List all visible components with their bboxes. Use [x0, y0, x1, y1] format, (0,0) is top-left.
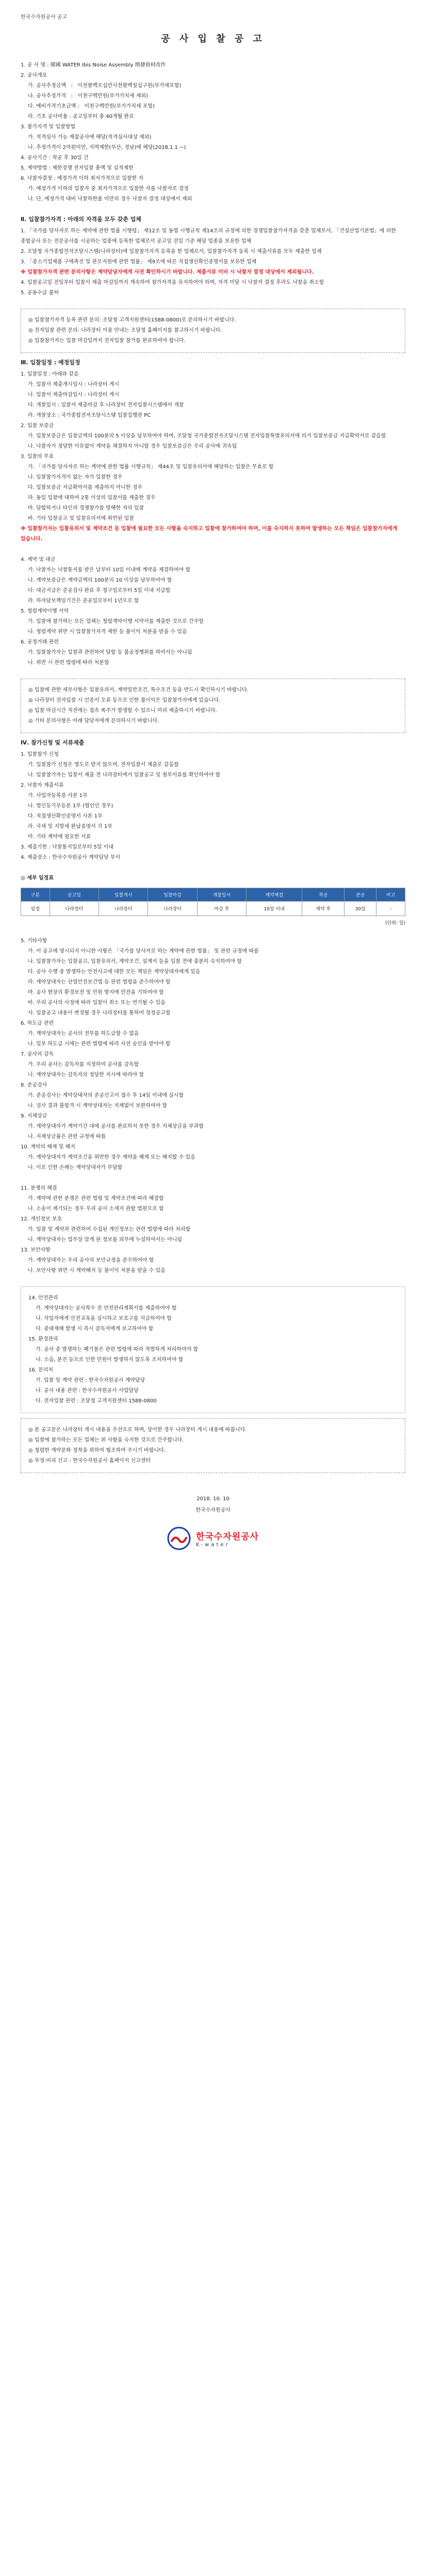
text-line: 가. 계약상대자가 계약조건을 위반한 경우 계약을 해제 또는 해지할 수 있음 [28, 1155, 195, 1160]
text-line: 나. 공사 내용 관련 : 한국수자원공사 사업담당 [36, 1388, 139, 1394]
table-header-cell: 비고 [376, 888, 405, 902]
text-line: 가. 낙찰자는 낙찰통지를 받은 날부터 10일 이내에 계약을 체결하여야 함 [28, 567, 190, 573]
kwater-logo-icon [167, 1527, 191, 1550]
text-line: ◎ 전자입찰 관련 문의: 나라장터 이용 안내는 조달청 홈페이지를 참고하시기 바랍니다. [28, 328, 222, 333]
text-line: 다. 공사 수행 중 발생하는 안전사고에 대한 모든 책임은 계약상대자에게 있음 [28, 969, 201, 975]
table-cell: 계약 후 [302, 902, 345, 916]
text-line: 나. 청렴계약 위반 시 입찰참가자격 제한 등 불이익 처분을 받을 수 있음 [28, 629, 187, 635]
text-line: 가. 사업자등록증 사본 1부 [28, 793, 88, 799]
text-line: ◎ 입찰에 관한 세부사항은 입찰유의서, 계약일반조건, 특수조건 등을 반드시 확인하시기 바랍니다. [28, 687, 249, 693]
table-header-row [21, 888, 405, 902]
notice-box [21, 1418, 405, 1473]
text-line: 1. 입찰일정 : 아래와 같음 [21, 371, 79, 377]
section-legal [21, 1183, 405, 1276]
text-line: 가. 입찰서 제출개시일시 : 나라장터 게시 [28, 382, 120, 387]
text-line: 바. 기타 입찰공고 및 입찰유의서에 위반된 입찰 [28, 516, 134, 521]
text-line: 1. 입찰참가 신청 [21, 752, 59, 757]
text-line: ◎ 입찰에 참가하는 모든 업체는 위 사항을 숙지한 것으로 간주합니다. [28, 1437, 184, 1443]
text-line: 12. 개인정보 보호 [21, 1216, 62, 1222]
text-line: 다. 예비가격기초금액 : 이천구백만원(부가가치세 포함) [28, 104, 155, 109]
section-overview [21, 60, 405, 205]
text-line: 나. 입찰참가자는 입찰서 제출 전 나라장터에서 입찰공고 및 첨부서류를 확인하여야 함 [28, 772, 221, 778]
text-line: 4. 제출장소 : 한국수자원공사 계약담당 부서 [21, 855, 121, 860]
text-line: 10. 계약의 해제 및 해지 [21, 1144, 75, 1150]
text-line: 가. 예정가격 이하의 입찰자 중 최저가격으로 입찰한 자를 낙찰자로 결정 [28, 186, 189, 192]
closing-block [21, 1494, 405, 1516]
text-line: 다. 중대재해 발생 시 즉시 감독자에게 보고하여야 함 [36, 1326, 154, 1332]
text-line: 다. 개찰일시 : 입찰서 제출마감 후 나라장터 전자입찰시스템에서 개찰 [28, 402, 184, 408]
text-line: ◎ 입찰참가자는 입찰 마감일까지 전자입찰 참가를 완료하여야 합니다. [28, 338, 186, 344]
text-line: ◎ 청렴한 계약문화 정착을 위하여 협조하여 주시기 바랍니다. [28, 1448, 166, 1453]
text-line: 나. 작업자에게 안전교육을 실시하고 보호구를 지급하여야 함 [36, 1316, 172, 1321]
text-line: ◎ 기타 문의사항은 아래 담당자에게 문의하시기 바랍니다. [28, 718, 159, 724]
text-line: 가. 입찰 및 계약과 관련하여 수집된 개인정보는 관련 법령에 따라 처리함 [28, 1227, 191, 1232]
text-line: 나. 소음, 분진 등으로 인한 민원이 발생하지 않도록 조치하여야 함 [36, 1357, 184, 1363]
text-line: 가. 입찰보증금은 입찰금액의 100분의 5 이상을 납부하여야 하며, 조달청 국가종합전자조달시스템 전자입찰특별유의서에 의거 입찰보증금 지급확약서로 갈음함 [28, 433, 386, 439]
text-line: 가. 계약상대자는 공사착수 전 안전관리계획서를 제출하여야 함 [36, 1306, 177, 1311]
table-header-cell: 개찰일시 [197, 888, 246, 902]
text-line: 3. 제출기한 : 낙찰통지일로부터 5일 이내 [21, 844, 114, 850]
notice-box [21, 309, 405, 353]
table-header-cell: 계약체결 [247, 888, 302, 902]
text-line: 3. 입찰의 무효 [21, 454, 54, 460]
text-line: 라. 국세 및 지방세 완납증명서 각 1부 [28, 824, 112, 829]
text-line: 가. 입찰 및 계약 관련 : 한국수자원공사 계약담당 [36, 1378, 145, 1383]
text-line: 6. 낙찰자결정 : 예정가격 이하 최저가격으로 입찰한 자 [21, 176, 144, 181]
text-line: 바. 우리 공사의 사정에 따라 입찰이 취소 또는 연기될 수 있음 [28, 1000, 166, 1006]
text-line: 가. 계약상대자는 우리 공사의 보안규정을 준수하여야 함 [28, 1258, 154, 1263]
section-heading: Ⅱ. 입찰참가자격 : 아래의 자격을 모두 갖춘 업체 [21, 216, 141, 223]
text-line: 5. 계약방법 : 제한경쟁 전자입찰 총액 및 실적제한 [21, 165, 134, 171]
text-line: 라. 동일 입찰에 대하여 2통 이상의 입찰서를 제출한 경우 [28, 495, 156, 501]
text-line: ◎ 입찰참가자격 등록 관련 문의: 조달청 고객지원센터(1588-0800)로 문의하시기 바랍니다. [28, 317, 236, 323]
text-line: 나. 검사 결과 불합격 시 계약상대자는 지체없이 보완하여야 함 [28, 1103, 168, 1109]
text-line: 1. 공 사 명 : 韓國 WATER Ibis Noise Assembly 開發資材改作 [21, 62, 166, 68]
text-line: ◎ 나라장터 전자입찰 시 인증서 오류 등으로 인한 불이익은 입찰참가자에게 있습니다. [28, 698, 221, 703]
section-contract [21, 555, 405, 668]
text-line: 나. 낙찰자가 정당한 이유없이 계약을 체결하지 아니할 경우 입찰보증금은 우리 공사에 귀속됨 [28, 444, 237, 449]
table-header-cell: 준공 [345, 888, 376, 902]
page-title: 공 사 입 찰 공 고 [161, 33, 265, 44]
notice-label: 한국수자원공사 공고 [21, 14, 68, 20]
text-line: 4. 입찰공고일 전일부터 입찰서 제출 마감일까지 계속하여 참가자격을 유지하여야 하며, 자격 미달 시 낙찰자 결정 후라도 낙찰을 취소함 [21, 280, 324, 285]
logo-main-text: 한국수자원공사 [196, 1532, 259, 1542]
text-line: 나. 보안사항 위반 시 계약해지 등 불이익 처분을 받을 수 있음 [28, 1268, 166, 1274]
section-schedule [21, 358, 405, 545]
text-line: 2. 낙찰자 제출서류 [21, 783, 64, 788]
text-line: 가. 입찰참가 신청은 별도로 받지 않으며, 전자입찰서 제출로 갈음함 [28, 762, 179, 768]
notice-box [21, 679, 405, 733]
text-line: 나. 계약상대자는 업무상 알게 된 정보를 외부에 누설하여서는 아니됨 [28, 1237, 183, 1243]
application-list [21, 750, 405, 863]
text-line: 11. 분쟁의 해결 [21, 1185, 57, 1191]
text-line: 7. 공사의 감독 [21, 1052, 54, 1057]
text-line: 나. 지체상금률은 관련 규정에 따름 [28, 1134, 106, 1140]
table-cell: 나라장터 [50, 902, 99, 916]
text-line: 나. 위반 시 관련 법령에 따라 처분함 [28, 660, 109, 666]
text-line: 라. 기초 공사비율 : 공고일부터 총 40개월 완료 [28, 114, 134, 120]
text-line: 2. 공사개요 [21, 73, 47, 78]
text-line: 나. 계약보증금은 계약금액의 100분의 10 이상을 납부하여야 함 [28, 578, 172, 583]
table-unit-note: (단위: 일) [385, 921, 405, 926]
text-line: 15. 환경관리 [28, 1336, 58, 1342]
table-cell: 30일 [345, 902, 376, 916]
closing-date: 2018. 10. 10 [196, 1496, 230, 1502]
footer-logo [21, 1527, 405, 1550]
text-line: 나. 계약상대자는 감독자의 정당한 지시에 따라야 함 [28, 1072, 144, 1078]
eligibility-list [21, 226, 405, 298]
text-line: 14. 안전관리 [28, 1295, 58, 1301]
text-line: 나. 이로 인한 손해는 계약상대자가 부담함 [28, 1165, 123, 1171]
section-eligibility [21, 215, 405, 298]
text-line: 나. 소송이 제기되는 경우 우리 공사 소재지 관할 법원으로 함 [28, 1206, 164, 1212]
text-line: 가. 준공검사는 계약상대자의 준공신고서 접수 후 14일 이내에 실시함 [28, 1093, 184, 1098]
text-line: 가. 적격심사 가능 제잡공사에 해당(적격심사대상 제외) [28, 134, 152, 140]
text-line: 5. 공동수급 불허 [21, 290, 59, 296]
schedule-table [21, 888, 405, 916]
text-line: 6. 하도급 관련 [21, 1021, 54, 1026]
text-line: 가. 이 공고에 명시되지 아니한 사항은 「국가를 당사자로 하는 계약에 관한 법률」 및 관련 규정에 따름 [28, 948, 259, 954]
text-line: 5. 기타사항 [21, 938, 47, 944]
table-cell: 나라장터 [99, 902, 148, 916]
text-line: 나. 공사추정가격 : 이천구백만원(부가가치세 제외) [28, 93, 148, 99]
text-line: 라. 계약상대자는 산업안전보건법 등 관련 법령을 준수하여야 함 [28, 979, 171, 985]
text-line: 가. 공사 중 발생하는 폐기물은 관련 법령에 따라 적법하게 처리하여야 함 [36, 1347, 199, 1352]
text-line: 5. 청렴계약이행 서약 [21, 608, 69, 614]
table-cell: 일정 [21, 902, 50, 916]
text-line: 나. 입찰참가자격이 없는 자가 입찰한 경우 [28, 474, 123, 480]
text-line: 3. 참가자격 및 입찰방법 [21, 124, 76, 130]
text-line: 4. 공사기간 : 착공 후 30일 간 [21, 155, 89, 161]
table-cell: 10일 이내 [247, 902, 302, 916]
text-line: 2. 입찰 보증금 [21, 423, 54, 429]
text-line: 나. 일부 하도급 시에는 관련 법령에 따라 사전 승인을 받아야 함 [28, 1041, 171, 1047]
section-heading: Ⅲ. 입찰일정 : 예정일정 [21, 359, 80, 366]
text-line: 4. 계약 및 대금 [21, 557, 56, 563]
text-line: 나. 법인등기부등본 1부 (법인인 경우) [28, 803, 113, 809]
text-line: 나. 단, 예정가격 대비 낙찰하한율 미만의 경우 낙찰자 결정 대상에서 제외 [28, 196, 192, 202]
table-header-cell: 구분 [21, 888, 50, 902]
text-line: 가. 계약상대자가 계약기간 내에 공사를 완료하지 못한 경우 지체상금을 부과함 [28, 1124, 204, 1129]
text-line: 라. 개찰장소 : 국가종합전자조달시스템 입찰집행관 PC [28, 413, 151, 418]
text-line: 가. 계약상대자는 공사의 전부를 하도급할 수 없음 [28, 1031, 139, 1037]
text-line: 마. 담합하거나 타인의 경쟁참가를 방해한 자의 입찰 [28, 505, 144, 511]
text-line: 가. 계약에 관한 분쟁은 관련 법령 및 계약조건에 따라 해결함 [28, 1196, 164, 1201]
text-line: 8. 준공검사 [21, 1082, 47, 1088]
text-line: 가. 우리 공사는 감독자를 지정하여 공사를 감독함 [28, 1062, 139, 1067]
text-line: 마. 기타 계약에 필요한 서류 [28, 834, 91, 840]
table-row [21, 902, 405, 916]
text-line: 나. 추정가격이 2억원미만, 지역제한(부산, 경남)에 해당(2018.1.1 ~) [28, 145, 186, 150]
text-line: ◎ 부정·비리 신고 : 한국수자원공사 홈페이지 신고센터 [28, 1458, 151, 1464]
table-cell: 마감 후 [197, 902, 246, 916]
text-line: 나. 입찰참가자는 입찰공고, 입찰유의서, 계약조건, 설계서 등을 입찰 전에 충분히 숙지하여야 함 [28, 959, 242, 964]
table-header-cell: 공고일 [50, 888, 99, 902]
text-line: 3. 「중소기업제품 구매촉진 및 판로지원에 관한 법률」 제9조에 따른 직접생산확인증명서를 보유한 업체 [21, 259, 257, 265]
text-line: 16. 문의처 [28, 1367, 54, 1373]
section-misc [21, 936, 405, 1173]
text-line: 사. 입찰공고 내용이 변경될 경우 나라장터를 통하여 정정공고함 [28, 1010, 171, 1016]
table-title: ◎ 세부 일정표 [21, 875, 54, 881]
text-line: 나. 입찰서 제출마감일시 : 나라장터 게시 [28, 392, 120, 398]
safety-box [21, 1286, 405, 1413]
logo-sub-text: K-water [196, 1542, 230, 1548]
text-line: 가. 「국가를 당사자로 하는 계약에 관한 법률 시행규칙」 제44조 및 입찰유의서에 해당하는 입찰은 무효로 함 [28, 464, 274, 470]
text-line: 가. 입찰참가자는 입찰과 관련하여 담합 등 불공정행위를 하여서는 아니됨 [28, 650, 192, 655]
table-header-cell: 입찰마감 [148, 888, 197, 902]
table-cell: - [376, 902, 405, 916]
text-line: 13. 보안사항 [21, 1247, 51, 1253]
text-line: 9. 지체상금 [21, 1113, 47, 1119]
table-cell: 나라장터 [148, 902, 197, 916]
text-line: 1. 「국가를 당사자로 하는 계약에 관한 법률 시행령」 제12조 및 동법 시행규칙 제14조의 규정에 의한 경쟁입찰참가자격을 갖춘 업체로서, 「건설산업기본법」에 의한 종합공사 또는 전문공사를 시공하는 업종에 등록한 업체로서 공고일 전일 기준 해당 업종을 보유한 업체 [21, 228, 398, 244]
logo-text [196, 1529, 259, 1548]
table-header-cell: 입찰개시 [99, 888, 148, 902]
table-body [21, 902, 405, 916]
text-line: ◎ 입찰 마감시간 직전에는 접속 폭주가 발생할 수 있으니 미리 제출하시기 바랍니다. [28, 708, 217, 714]
section-application [21, 738, 405, 863]
text-line: 다. 직접생산확인증명서 사본 1부 [28, 814, 103, 819]
closing-org: 한국수자원공사 [195, 1507, 231, 1513]
text-line: 가. 입찰에 참가하는 모든 업체는 청렴계약이행 서약서를 제출한 것으로 간주함 [28, 619, 204, 624]
text-line: ※ 입찰참가자는 입찰유의서 및 계약조건 등 입찰에 필요한 모든 사항을 숙지하고 입찰에 참가하여야 하며, 이를 숙지하지 못하여 발생하는 모든 책임은 입찰참가자에게 있습니다. [21, 526, 399, 542]
text-line: 마. 공사 현장의 환경보전 및 민원 방지에 만전을 기하여야 함 [28, 990, 164, 995]
text-line: 라. 하자담보책임기간은 준공일로부터 1년으로 함 [28, 598, 139, 604]
text-line: ※ 입찰참가자격 관련 문의사항은 계약담당자에게 사전 확인하시기 바랍니다. 제출서류 미비 시 낙찰자 결정 대상에서 제외됩니다. [21, 269, 314, 275]
text-line: 다. 입찰보증금 지급확약서를 제출하지 아니한 경우 [28, 485, 142, 490]
text-line: ◎ 본 공고문은 나라장터 게시 내용을 우선으로 하며, 상이한 경우 나라장터 게시 내용에 따릅니다. [28, 1427, 247, 1433]
schedule-list [21, 369, 405, 545]
section-table [21, 873, 405, 926]
text-line: 다. 전자입찰 관련 : 조달청 고객지원센터 1588-0800 [36, 1398, 157, 1404]
text-line: 가. 공사추정금액 : 이천팔백오십만사천팔백칠십구원(부가세포함) [28, 83, 182, 89]
text-line: 2. 조달청 국가종합전자조달시스템(나라장터)에 입찰참가자격 등록을 한 업체로서, 입찰참가자격 등록 시 제출서류를 모두 제출한 업체 [21, 249, 322, 255]
table-header-cell: 착공 [302, 888, 345, 902]
text-line: 다. 대금지급은 준공검사 완료 후 청구일로부터 5일 이내 지급함 [28, 588, 171, 594]
text-line: 6. 공정거래 관련 [21, 639, 59, 645]
section-heading: Ⅳ. 참가신청 및 서류제출 [21, 739, 85, 746]
